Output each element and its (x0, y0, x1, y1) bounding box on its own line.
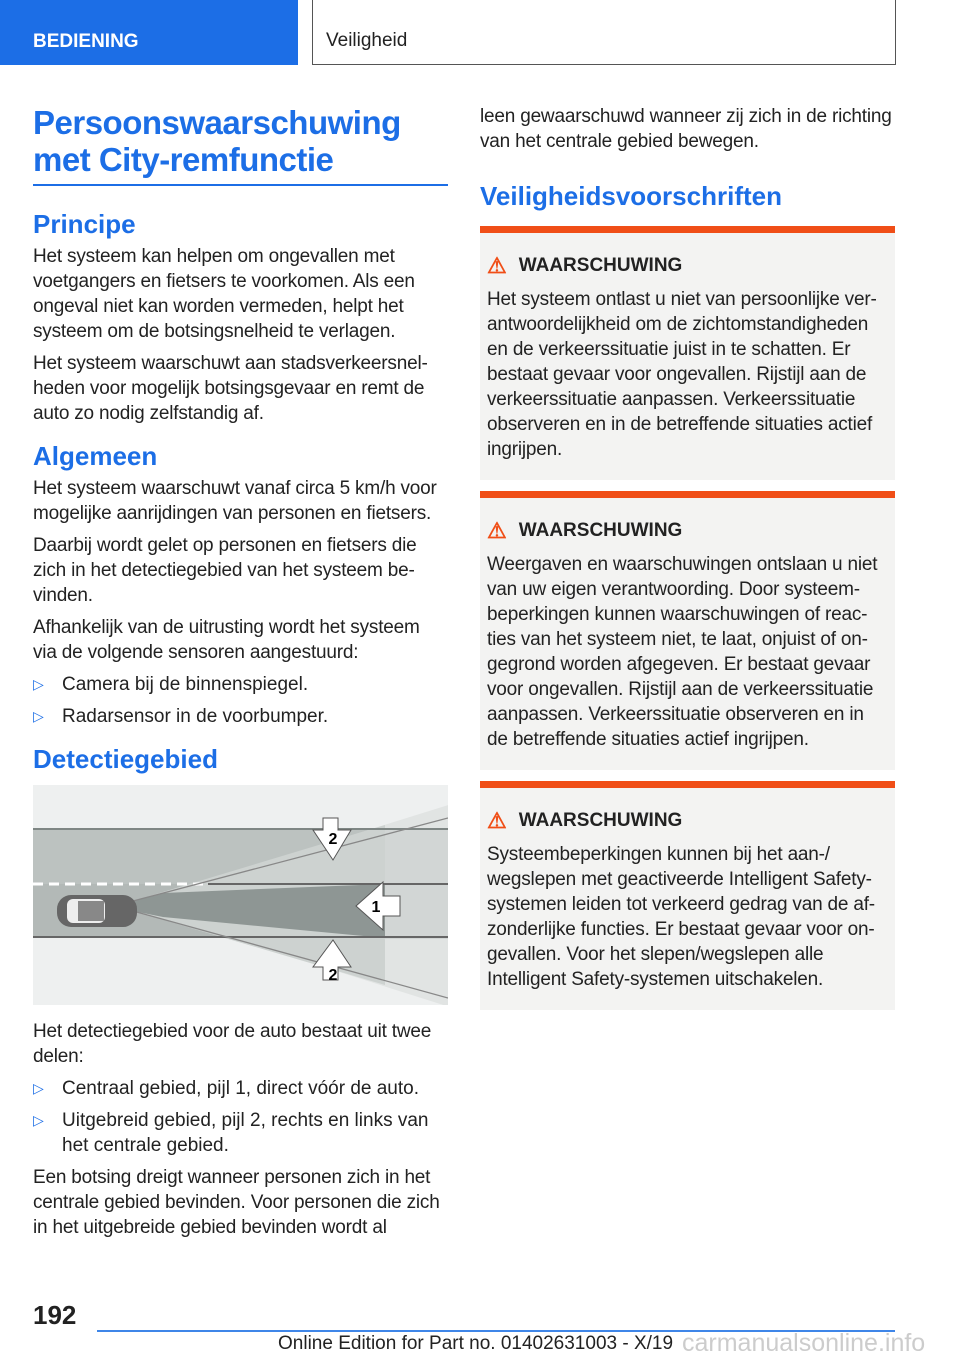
bullet-triangle-icon: ▷ (33, 1080, 44, 1096)
list-item: ▷ Uitgebreid gebied, pijl 2, rechts en links van het centrale gebied. (33, 1110, 429, 1156)
figure-label-1: 1 (371, 899, 381, 916)
list-item: ▷ Camera bij de binnenspiegel. (33, 674, 309, 695)
paragraph: Het systeem waarschuwt aan stadsverkeersnelheden voor mogelijk botsingsgevaar en remt de auto zo nodig zelfstandig af. (33, 353, 428, 424)
page-number: 192 (33, 1300, 77, 1330)
list-item: ▷ Centraal gebied, pijl 1, direct vóór de auto. (33, 1078, 419, 1099)
paragraph: Het systeem kan helpen om ongevallen met voetgangers en fietsers te voorkomen. Als een ongeval niet kan worden vermeden, helpt het systeem om de botsingsnelheid te verlagen. (33, 246, 415, 342)
left-column (33, 104, 448, 1247)
heading-veiligheidsvoorschriften: Veiligheidsvoorschriften (480, 181, 782, 211)
warning-box: ⚠ WAARSCHUWING Systeembeperkingen kunnen bij het aan-/ wegslepen met geactiveerde Intelligent Safety-systemen leiden tot verkeerd gedrag van de afzonderlijke functies. Er bestaat gevaar voor ongevallen. Voor het slepen/wegslepen alle Intelligent Safety-systemen uitschakelen. (480, 781, 895, 1010)
list-item: ▷ Radarsensor in de voorbumper. (33, 706, 329, 727)
paragraph: leen gewaarschuwd wanneer zij zich in de richting van het centrale gebied bewegen. (480, 106, 892, 152)
paragraph: Een botsing dreigt wanneer personen zich in het centrale gebied bevinden. Voor personen die zich in het uitgebreide gebied bevinden wordt al (33, 1167, 440, 1238)
edition-text: Online Edition for Part no. 01402631003 - X/19 (278, 1333, 674, 1354)
warning-triangle-icon: ⚠ (487, 518, 507, 543)
chapter-title: Veiligheid (312, 0, 896, 65)
detection-area-figure (33, 785, 448, 1005)
warning-text: Systeembeperkingen kunnen bij het aan-/ wegslepen met geactiveerde Intelligent Safety-systemen leiden tot verkeerd gedrag van de afzonderlijke functies. Er bestaat gevaar voor ongevallen. Voor het slepen/wegslepen alle Intelligent Safety-systemen uitschakelen. (487, 844, 876, 990)
warning-text: Het systeem ontlast u niet van persoonlijke verantwoordelijkheid om de zichtomstandigheden en de verkeerssituatie juist in te schatten. Er bestaat gevaar voor ongevallen. Rijstijl aan de verkeerssituatie aanpassen. Verkeerssituatie observeren en in de betreffende situaties actief ingrijpen. (487, 289, 877, 460)
paragraph: Daarbij wordt gelet op personen en fietsers die zich in het detectiegebied van het systeem bevinden. (33, 535, 417, 606)
warning-triangle-icon: ⚠ (487, 808, 507, 833)
warning-box: ⚠ WAARSCHUWING Het systeem ontlast u niet van persoonlijke verantwoordelijkheid om de zichtomstandigheden en de verkeerssituatie juist in te schatten. Er bestaat gevaar voor ongevallen. Rijstijl aan de verkeerssituatie aanpassen. Verkeerssituatie observeren en in de betreffende situaties actief ingrijpen. (480, 226, 895, 480)
figure-label-2: 2 (328, 831, 338, 848)
heading-principe: Principe (33, 209, 136, 239)
bullet-triangle-icon: ▷ (33, 1112, 44, 1128)
warning-box: ⚠ WAARSCHUWING Weergaven en waarschuwingen ontslaan u niet van uw eigen verantwoording. Door systeembeperkingen kunnen waarschuwingen of reacties van het systeem niet, te laat, onjuist of ongegrond worden afgegeven. Er bestaat gevaar voor ongevallen. Rijstijl aan de verkeerssituatie aanpassen. Verkeerssituatie observeren en in de betreffende situaties actief ingrijpen. (480, 491, 895, 770)
car-icon (57, 895, 137, 927)
bullet-triangle-icon: ▷ (33, 708, 44, 724)
right-column (480, 104, 895, 1021)
paragraph: Het detectiegebied voor de auto bestaat uit twee delen: (33, 1021, 432, 1067)
watermark: carmanualsonline.info (682, 1329, 926, 1357)
warning-triangle-icon: ⚠ (487, 253, 507, 278)
bullet-triangle-icon: ▷ (33, 676, 44, 692)
heading-detectiegebied: Detectiegebied (33, 744, 218, 774)
section-tab: BEDIENING (0, 0, 298, 65)
heading-algemeen: Algemeen (33, 441, 158, 471)
paragraph: Het systeem waarschuwt vanaf circa 5 km/h voor mogelijke aanrijdingen van personen en fietsers. (33, 478, 437, 524)
page-title: Persoonswaarschuwing met City-remfunctie (33, 104, 448, 186)
warning-text: Weergaven en waarschuwingen ontslaan u niet van uw eigen verantwoording. Door systeembeperkingen kunnen waarschuwingen of reacties van het systeem niet, te laat, onjuist of ongegrond worden afgegeven. Er bestaat gevaar voor ongevallen. Rijstijl aan de verkeerssituatie aanpassen. Verkeerssituatie observeren en in de betreffende situaties actief ingrijpen. (487, 554, 878, 750)
paragraph: Afhankelijk van de uitrusting wordt het systeem via de volgende sensoren aangestuurd: (33, 617, 420, 663)
figure-label-2: 2 (328, 967, 338, 984)
